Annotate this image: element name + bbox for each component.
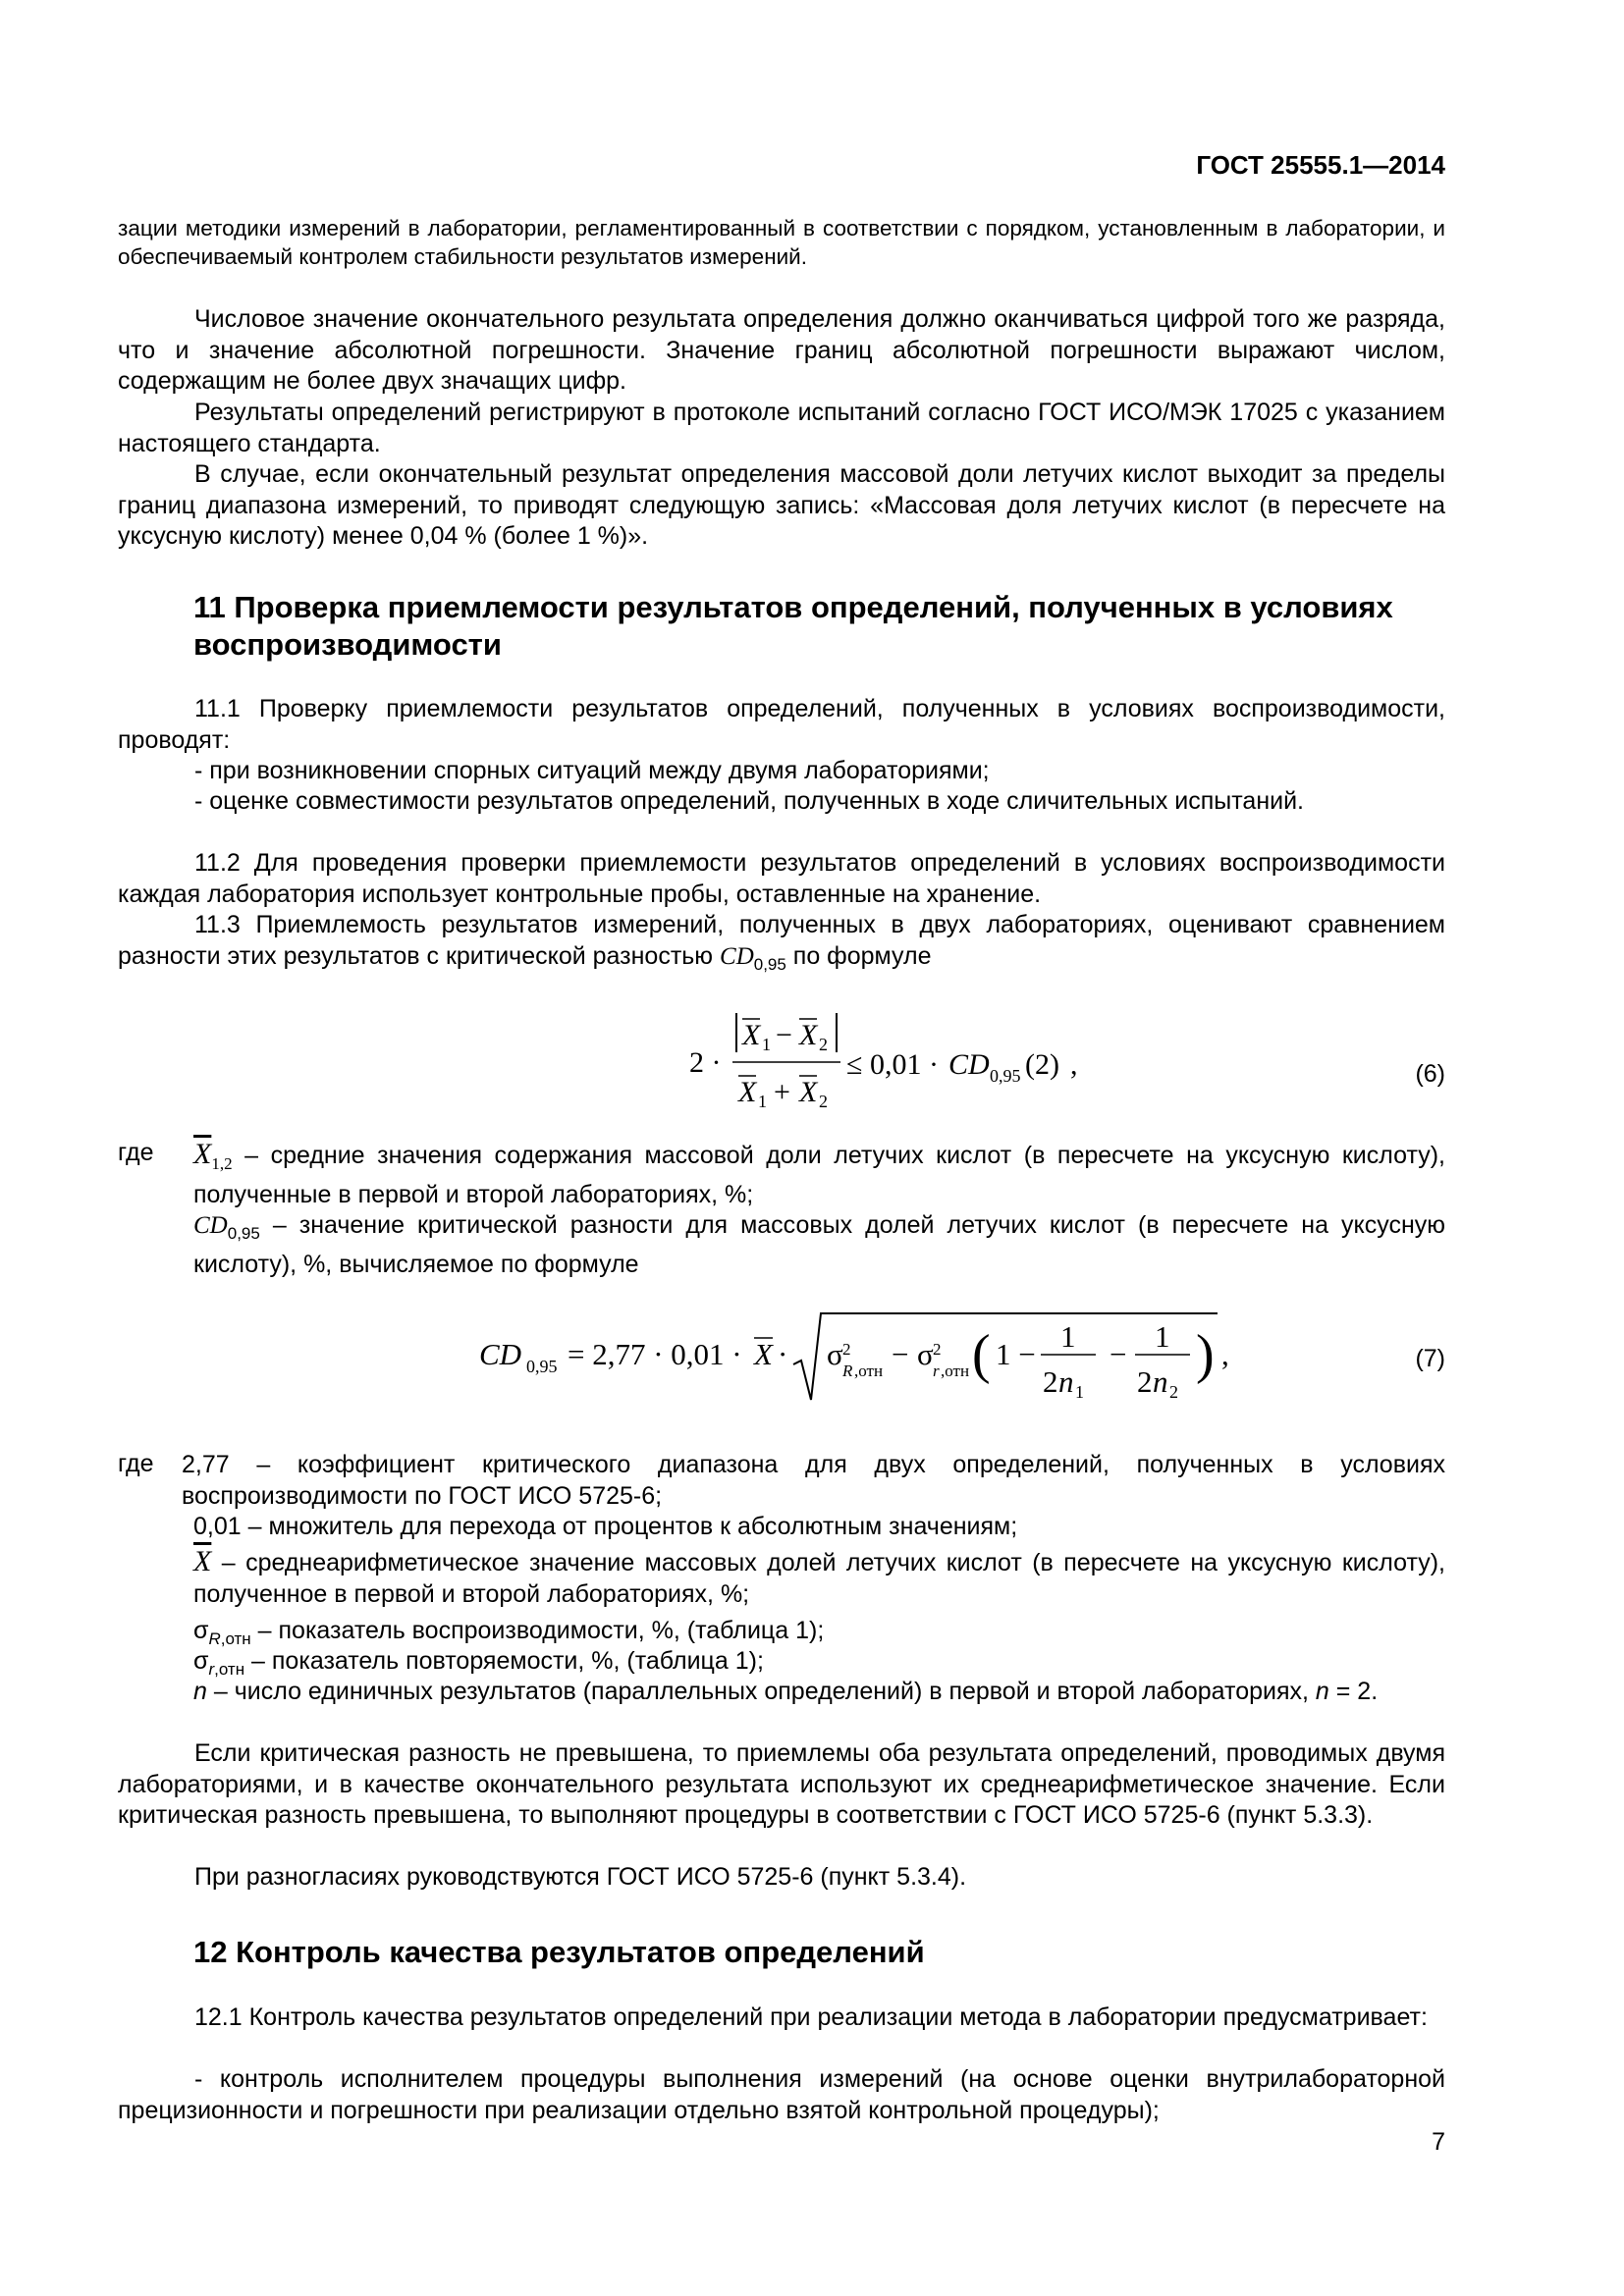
svg-text:1: 1 [762,1035,771,1054]
definition-x12: $\overline{X}_{1,2}$ – средние значения содержания массовой доли летучих кислот (в пересчете на уксусную кислоту), полученные в первой и второй лабораториях, %; [193,1138,1445,1208]
svg-text:2: 2 [1137,1364,1153,1399]
svg-text:+: + [774,1076,790,1108]
paragraph: 11.2 Для проведения проверки приемлемости результатов определений в условиях воспроизводимости каждая лаборатория использует контрольные пробы, оставленные на хранение. [118,849,1445,908]
formula-7 [471,1294,1247,1412]
svg-text:2: 2 [933,1340,942,1359]
svg-text:X: X [754,1337,773,1371]
svg-text:0,95: 0,95 [990,1066,1021,1086]
svg-text:CD: CD [948,1048,990,1081]
definition-xbar [193,1546,1445,1610]
paragraph: 11.1 Проверку приемлемости результатов определений, полученных в условиях воспроизводимости, проводят: [118,695,1445,754]
list-item: - контроль исполнителем процедуры выполнения измерений (на основе оценки внутрилабораторной прецизионности и погрешности при реализации отдельно взятой контрольной процедуры); [118,2065,1445,2124]
svg-text:X: X [799,1076,818,1108]
svg-text:= 2,77 · 0,01 ·: = 2,77 · 0,01 · [568,1337,742,1371]
svg-text:X: X [742,1019,761,1051]
svg-text:2 ·: 2 · [689,1046,722,1079]
definition-cd: $CD_{0,95}$ – значение критической разности для массовых долей летучих кислот (в пересчете на уксусную кислоту), %, вычисляемое по формуле [193,1211,1445,1278]
svg-text:σ: σ [917,1337,934,1371]
svg-text:1 −: 1 − [996,1337,1036,1371]
cd-symbol: CD [720,942,754,970]
svg-text:): ) [1196,1324,1215,1385]
svg-text:−: − [776,1019,792,1051]
where-label: где [118,1139,154,1166]
equation-number: (7) [1415,1345,1445,1372]
definition-sigma-r-big: $\sigma_{R,отн}$ – показатель воспроизводимости, %, (таблица 1); [193,1617,825,1648]
svg-text:2: 2 [842,1340,851,1359]
section-12-heading: 12 Контроль качества результатов определений [193,1935,925,1969]
cd-subscript: 0,95 [753,954,786,974]
paragraph: При разногласиях руководствуются ГОСТ ИСО 5725-6 (пункт 5.3.4). [194,1863,967,1891]
svg-text:σ: σ [827,1337,843,1371]
definition-text: – число единичных результатов (параллельных определений) в первой и второй лабораториях, [213,1678,1309,1705]
paragraph: Если критическая разность не превышена, то приемлемы оба результата определений, проводимых двумя лабораториями, и в качестве окончательного результата используют их среднеарифметическое значение. Если критическая разность превышена, то выполняют процедуры в соответствии с ГОСТ ИСО 5725-6 (пункт 5.3.3). [118,1739,1445,1829]
formula-6 [677,1003,1100,1121]
definition-value: = 2. [1335,1678,1379,1705]
x-bar-symbol: $\overline{X}$ [193,1138,212,1170]
definition-text: – показатель воспроизводимости, %, (таблица 1); [257,1617,825,1644]
document-header: ГОСТ 25555.1—2014 [1196,150,1445,180]
paragraph-text: по формуле [792,941,932,970]
svg-text:−: − [1110,1337,1127,1371]
paragraph: 12.1 Контроль качества результатов определений при реализации метода в лаборатории предусматривает: [194,2003,1428,2031]
equation-number: (6) [1415,1060,1445,1088]
definition-text: – показатель повторяемости, %, (таблица 1); [251,1647,764,1675]
paragraph: В случае, если окончательный результат определения массовой доли летучих кислот выходит за пределы границ диапазона измерений, то приводят следующую запись: «Массовая доля летучих кислот (в пересчете на уксусную кислоту) менее 0,04 % (более 1 %)». [118,460,1445,550]
svg-text:(2): (2) [1025,1048,1059,1081]
svg-text:≤ 0,01 ·: ≤ 0,01 · [846,1048,939,1081]
svg-text:r: r [933,1362,940,1380]
where-label: где [118,1450,154,1477]
x-bar-symbol: $\overline{X}$ [193,1545,212,1577]
svg-text:2: 2 [1043,1364,1058,1399]
paragraph: Результаты определений регистрируют в протоколе испытаний согласно ГОСТ ИСО/МЭК 17025 с указанием настоящего стандарта. [118,399,1445,457]
svg-text:·: · [778,1337,788,1371]
svg-text:R: R [842,1362,853,1380]
list-item: - при возникновении спорных ситуаций между двумя лабораториями; [194,757,990,784]
continuation-paragraph: зации методики измерений в лаборатории, регламентированный в соответствии с порядком, установленным в лаборатории, и обеспечиваемый контролем стабильности результатов измерений. [118,216,1445,269]
definition-277 [182,1450,1445,1512]
svg-text:1: 1 [1155,1319,1170,1354]
definition-text: 2,77 – коэффициент критического диапазона для двух определений, полученных в условиях воспроизводимости по ГОСТ ИСО 5725-6; [182,1451,1445,1510]
svg-text:,: , [1070,1048,1078,1081]
svg-text:X: X [738,1076,757,1108]
svg-text:−: − [892,1337,909,1371]
svg-text:1: 1 [1060,1319,1076,1354]
paragraph-text: 11.3 Приемлемость результатов измерений, полученных в двух лабораториях, оценивают сравнением разности этих результатов с критической разностью [118,911,1445,970]
svg-text:2: 2 [819,1035,828,1054]
definition-n: n – число единичных результатов (параллельных определений) в первой и второй лабораториях, n = 2. [193,1678,1379,1705]
page-number: 7 [1432,2128,1445,2156]
svg-text:X: X [799,1019,818,1051]
paragraph: Числовое значение окончательного результата определения должно оканчиваться цифрой того же разряда, что и значение абсолютной погрешности. Значение границ абсолютной погрешности выражают числом, содержащим не более двух значащих цифр. [118,305,1445,395]
svg-text:CD: CD [479,1337,522,1371]
definition-sigma-r-small: $\sigma_{r,отн}$ – показатель повторяемости, %, (таблица 1); [193,1647,764,1679]
svg-text:n: n [1153,1364,1168,1399]
definition-text: – значение критической разности для массовых долей летучих кислот (в пересчете на уксусную кислоту), %, вычисляемое по формуле [193,1211,1445,1278]
svg-text:1: 1 [758,1092,767,1111]
cd-symbol: CD [193,1212,228,1239]
definition-001: 0,01 – множитель для перехода от процентов к абсолютным значениям; [193,1513,1018,1540]
svg-text:n: n [1058,1364,1074,1399]
svg-text:,: , [1221,1337,1229,1371]
svg-text:,отн: ,отн [854,1362,884,1380]
definition-text: – средние значения содержания массовой доли летучих кислот (в пересчете на уксусную кислоту), полученные в первой и второй лабораториях, %; [193,1142,1445,1208]
svg-text:,отн: ,отн [941,1362,970,1380]
svg-text:0,95: 0,95 [526,1357,558,1376]
svg-text:2: 2 [819,1092,828,1111]
svg-text:1: 1 [1075,1382,1084,1402]
svg-text:2: 2 [1169,1382,1178,1402]
paragraph [118,910,1445,980]
section-11-heading: 11 Проверка приемлемости результатов определений, полученных в условиях воспроизводимости [193,590,1393,662]
list-item: - оценке совместимости результатов определений, полученных в ходе сличительных испытаний. [194,787,1305,815]
svg-text:(: ( [972,1324,991,1385]
definition-text: – среднеарифметическое значение массовых долей летучих кислот (в пересчете на уксусную кислоту), полученное в первой и второй лабораториях, %; [193,1549,1445,1608]
